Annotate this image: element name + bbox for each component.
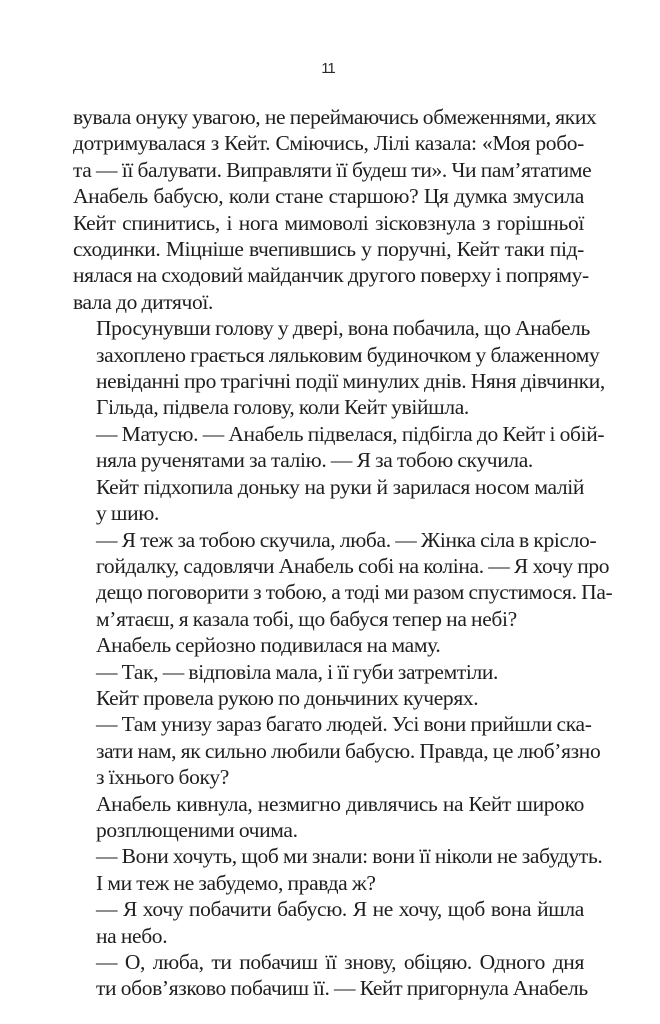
paragraph — [73, 632, 584, 658]
text-line: — Вони хочуть, щоб ми знали: вони її ніколи не забудуть. — [96, 844, 603, 869]
text-line: гойдалку, садовлячи Анабель собі на коліна. — Я хочу про — [96, 553, 610, 578]
text-line: м’ятаєш, я казала тобі, що бабуся тепер на небі? — [96, 606, 517, 631]
page-number: 11 — [321, 60, 335, 77]
text-line: ти обов’язково побачиш її. — Кейт пригорнула Анабель — [96, 976, 588, 1001]
text-line: Кейт спинитись, і нога мимоволі зісковзнула з горішньої — [73, 210, 584, 235]
text-line: Анабель серйозно подивилася на маму. — [96, 633, 441, 658]
text-line: Кейт підхопила доньку на руки й зарилася носом малій — [96, 474, 584, 499]
text-line: з їхнього боку? — [96, 765, 229, 790]
paragraph — [73, 315, 605, 421]
text-line: няла рученятами за талію. — Я за тобою скучила. — [96, 448, 533, 473]
page-body-text — [73, 104, 613, 1002]
text-line: — Я теж за тобою скучила, люба. — Жінка сіла в крісло- — [96, 527, 597, 552]
text-line: — Я хочу побачити бабусю. Я не хочу, щоб вона йшла — [96, 897, 584, 922]
paragraph — [73, 421, 605, 474]
text-line: вувала онуку увагою, не переймаючись обмеженнями, яких — [73, 105, 597, 129]
text-line: — О, люба, ти побачиш її знову, обіцяю. Одного дня — [96, 950, 584, 974]
text-line: дотримувалася з Кейт. Сміючись, Лілі казала: «Моя робо- — [73, 131, 584, 156]
text-line: Анабель бабусю, коли стане старшою? Ця думка змусила — [73, 184, 584, 209]
text-line: на небо. — [96, 923, 168, 948]
text-line: розплющеними очима. — [96, 817, 298, 842]
text-line: — Матусю. — Анабель підвелася, підбігла до Кейт і обій- — [96, 421, 605, 446]
text-line: нялася на сходовий майданчик другого поверху і попряму- — [73, 263, 589, 288]
text-line: Анабель кивнула, незмигно дивлячись на Кейт широко — [96, 791, 584, 816]
paragraph — [73, 711, 601, 790]
text-line: вала до дитячої. — [73, 289, 214, 314]
paragraph — [73, 843, 603, 896]
paragraph — [73, 791, 584, 844]
paragraph — [73, 685, 584, 711]
paragraph — [73, 949, 588, 1002]
text-line: Кейт провела рукою по доньчиних кучерях. — [96, 685, 479, 710]
text-line: та — її балувати. Виправляти її будеш ти». Чи пам’ятатиме — [73, 157, 592, 182]
text-line: невіданні про трагічні події минулих днів. Няня дівчинки, — [96, 369, 605, 394]
text-line: Гільда, підвела голову, коли Кейт увійшла. — [96, 395, 469, 420]
text-line: — Там унизу зараз багато людей. Усі вони прийшли ска- — [96, 712, 592, 737]
text-line: І ми теж не забудемо, правда ж? — [96, 870, 376, 895]
paragraph — [73, 896, 584, 949]
text-line: у шию. — [96, 501, 160, 526]
text-line: — Так, — відповіла мала, і її губи затремтіли. — [96, 659, 499, 684]
paragraph — [73, 474, 584, 527]
paragraph — [73, 659, 584, 685]
text-line: сходинки. Міцніше вчепившись у поручні, Кейт таки під- — [73, 237, 584, 262]
text-line: захоплено грається ляльковим будиночком у блаженному — [96, 342, 600, 367]
paragraph — [73, 527, 613, 633]
text-line: дещо поговорити з тобою, а тоді ми разом спустимося. Па- — [96, 580, 613, 605]
text-line: зати нам, як сильно любили бабусю. Правда, це люб’язно — [96, 738, 601, 763]
paragraph — [73, 104, 597, 315]
text-line: Просунувши голову у двері, вона побачила, що Анабель — [96, 316, 590, 341]
